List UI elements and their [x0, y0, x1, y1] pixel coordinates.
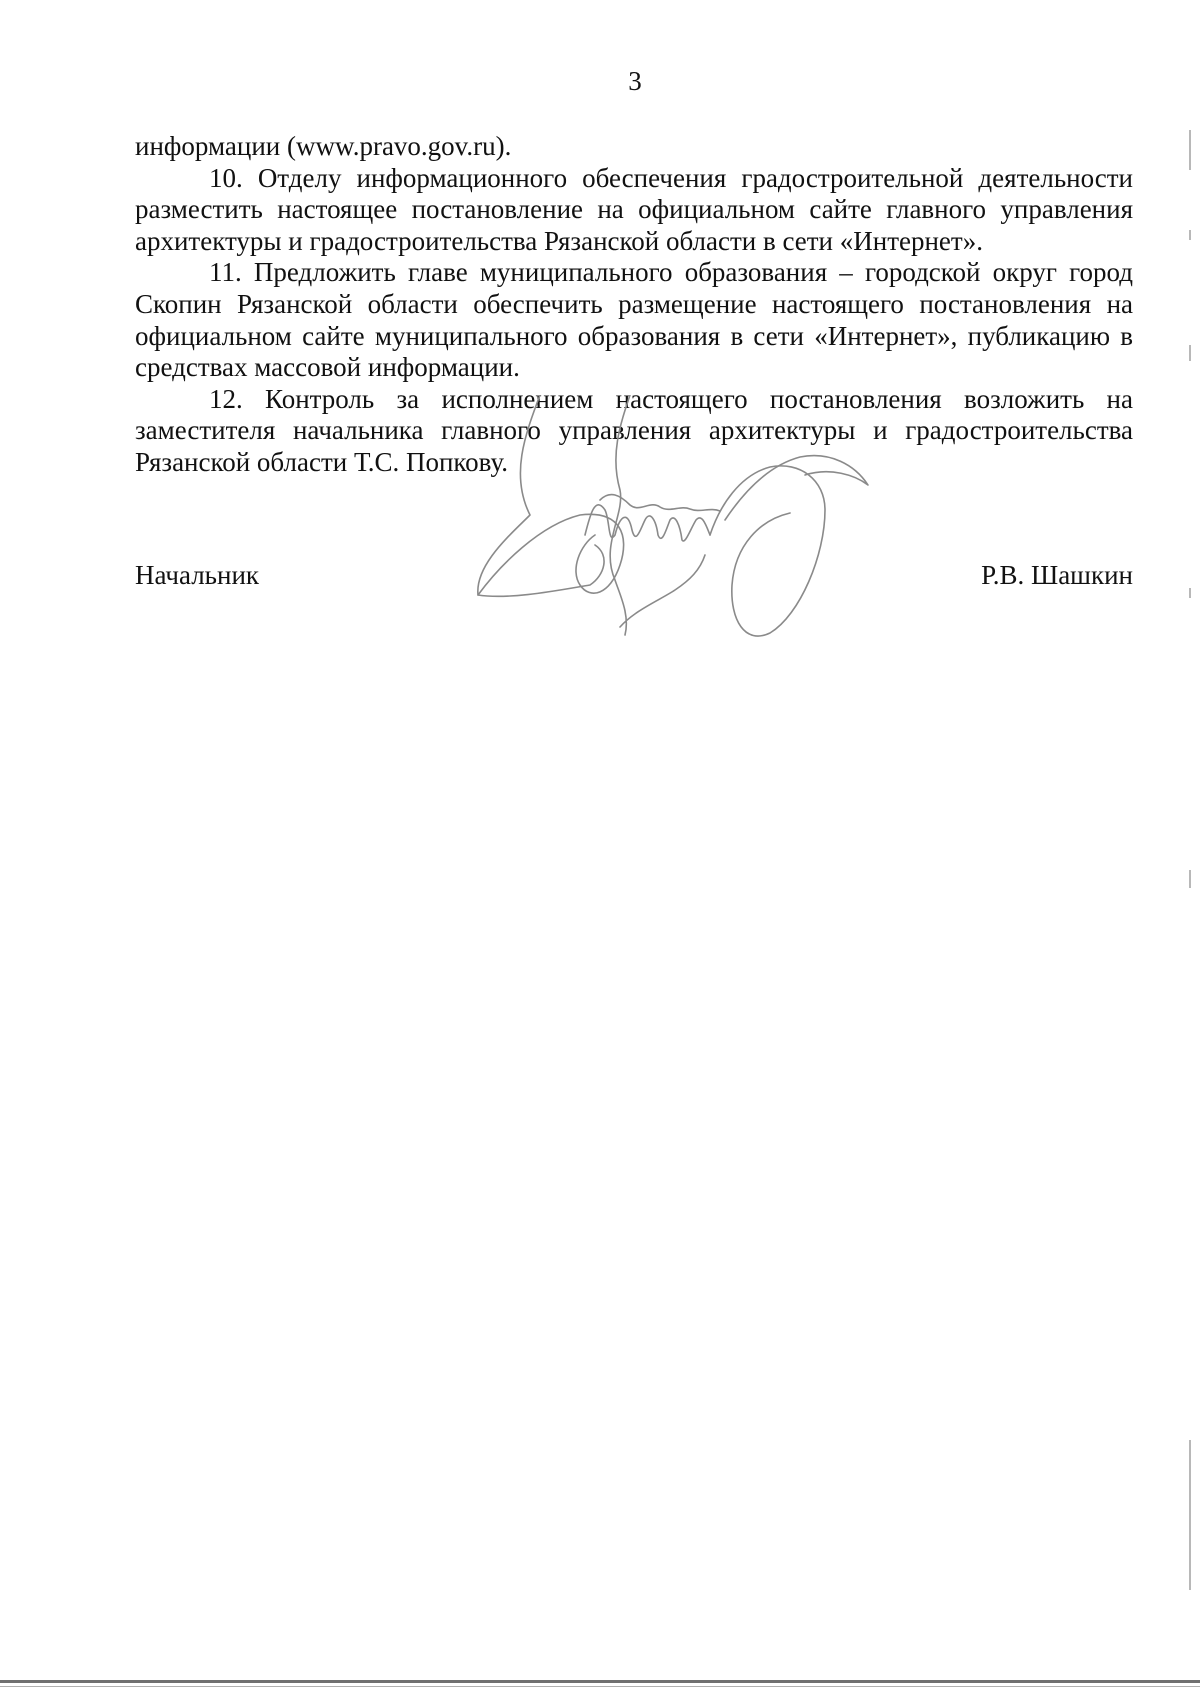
signature-block — [135, 558, 1133, 592]
paragraph-item-11: 11. Предложить главе муниципального образования – городской округ город Скопин Рязанской области обеспечить размещение настоящего постановления на официальном сайте муниципального образования в сети «Интернет», публикацию в средствах массовой информации. — [135, 257, 1133, 383]
scan-bottom-edge-shadow — [0, 1686, 1200, 1687]
paragraph-item-10: 10. Отделу информационного обеспечения градостроительной деятельности разместить настоящее постановление на официальном сайте главного управления архитектуры и градостроительства Рязанской области в сети «Интернет». — [135, 162, 1133, 256]
scan-edge-mark — [1189, 870, 1191, 888]
handwritten-signature — [470, 395, 910, 695]
scan-edge-mark — [1189, 1440, 1191, 1590]
scan-bottom-edge — [0, 1680, 1200, 1683]
paragraph-continuation: информации (www.pravo.gov.ru). — [135, 131, 512, 161]
scan-edge-mark — [1189, 588, 1191, 598]
page-number: 3 — [628, 66, 642, 96]
signer-name: Р.В. Шашкин — [981, 560, 1133, 590]
scan-edge-mark — [1189, 130, 1191, 170]
scan-edge-mark — [1189, 345, 1191, 361]
signer-position: Начальник — [135, 560, 260, 590]
paragraph-item-12: 12. Контроль за исполнением настоящего постановления возложить на заместителя начальника главного управления архитектуры и градостроительства Рязанской области Т.С. Попкову. — [135, 383, 1133, 477]
scan-edge-mark — [1189, 230, 1191, 240]
